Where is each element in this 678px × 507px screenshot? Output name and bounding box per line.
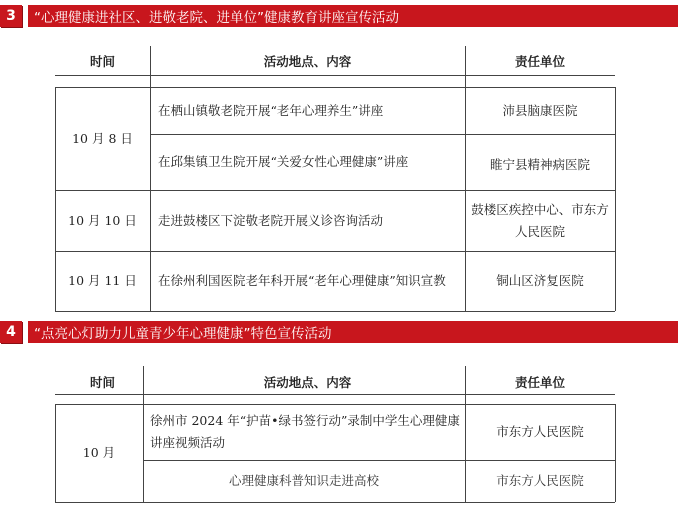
table-rule	[55, 311, 615, 312]
table-rule	[150, 46, 151, 311]
row-time: 10 月 8 日	[72, 130, 133, 146]
table-rule	[55, 394, 615, 395]
header-time: 时间	[89, 54, 115, 69]
table-rule	[615, 87, 616, 311]
row-content: 在徐州利国医院老年科开展“老年心理健康”知识宣教	[158, 273, 446, 288]
section-4-banner	[0, 320, 678, 344]
section-3-title: “心理健康进社区、进敬老院、进单位”健康教育讲座宣传活动	[28, 5, 678, 27]
section-4-title: “点亮心灯助力儿童青少年心理健康”特色宣传活动	[28, 321, 678, 343]
row-unit: 沛县脑康医院	[502, 102, 578, 118]
row-time: 10 月 10 日	[68, 212, 137, 228]
header-unit: 责任单位	[514, 375, 565, 390]
row-unit: 铜山区济复医院	[496, 273, 584, 288]
table-rule	[615, 404, 616, 502]
row-content: 心理健康科普知识走进高校	[228, 473, 379, 488]
row-unit: 市东方人民医院	[496, 424, 584, 439]
section-3-banner	[0, 4, 678, 28]
row-content: 徐州市 2024 年“护苗•绿书签行动”录制中学生心理健康讲座视频活动	[150, 413, 460, 450]
row-unit: 睢宁县精神病医院	[489, 157, 590, 172]
header-unit: 责任单位	[514, 54, 565, 69]
row-time: 10 月 11 日	[68, 273, 137, 288]
section-4-number: 4	[0, 321, 22, 343]
section-3-number: 3	[0, 5, 22, 27]
row-content: 在栖山镇敬老院开展“老年心理养生”讲座	[158, 102, 384, 118]
header-content: 活动地点、内容	[263, 54, 352, 69]
row-content: 在邱集镇卫生院开展“关爱女性心理健康”讲座	[158, 154, 409, 169]
table-rule	[55, 75, 615, 76]
header-content: 活动地点、内容	[263, 375, 352, 390]
row-unit: 鼓楼区疾控中心、市东方人民医院	[471, 201, 609, 239]
header-time: 时间	[89, 375, 115, 390]
table-rule	[55, 502, 615, 503]
row-unit: 市东方人民医院	[496, 473, 584, 488]
row-time: 10 月	[82, 445, 116, 460]
row-content: 走进鼓楼区下淀敬老院开展义诊咨询活动	[158, 212, 384, 228]
